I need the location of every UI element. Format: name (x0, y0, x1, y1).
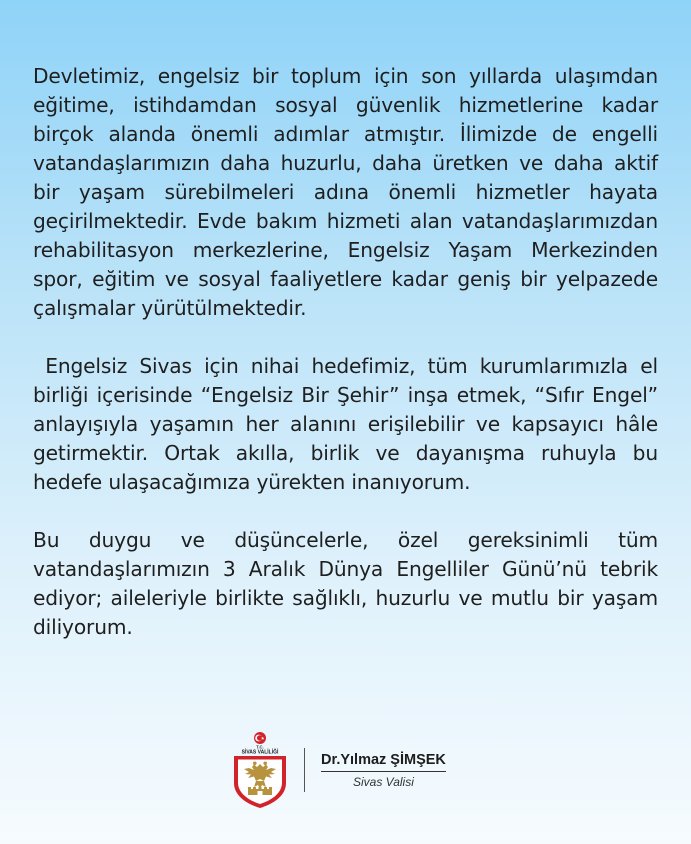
signature-text (321, 752, 446, 789)
paragraph-2: Engelsiz Sivas için nihai hedefimiz, tüm kurumlarımızla el birliği içerisinde “Engelsiz Bir Şehir” inşa etmek, “Sıfır Engel” anlayışıyla yaşamın her alanını erişilebilir ve kapsayıcı hâle getirmektir. Ortak akılla, birlik ve dayanışma ruhuyla bu hedefe ulaşacağımıza yürekten inanıyorum. (33, 354, 665, 494)
signer-title: Sivas Valisi (352, 774, 414, 789)
signature-divider (304, 748, 305, 792)
svg-text:SİVAS VALİLİĞİ: SİVAS VALİLİĞİ (241, 749, 279, 756)
svg-text:T.C.: T.C. (256, 744, 264, 750)
paragraph-1: Devletimiz, engelsiz bir toplum için son yıllarda ulaşımdan eğitime, istihdamdan sosyal güvenlik hizmetlerine kadar birçok alanda önemli adımlar atmıştır. İlimizde de engelli vatandaşlarımızın daha huzurlu, daha üretken ve daha aktif bir yaşam sürebilmeleri adına önemli hizmetler hayata geçirilmektedir. Evde bakım hizmeti alan vatandaşlarımızdan rehabilitasyon merkezlerine, Engelsiz Yaşam Merkezinden spor, eğitim ve sosyal faaliyetlere kadar geniş bir yelpazede çalışmalar yürütülmektedir. (33, 64, 658, 320)
sivas-valiligi-emblem-icon (230, 731, 290, 809)
signature-block (230, 730, 446, 810)
signer-name: Dr.Yılmaz ŞİMŞEK (321, 752, 446, 772)
paragraph-3: Bu duygu ve düşüncelerle, özel gereksinimli tüm vatandaşlarımızın 3 Aralık Dünya Engelliler Günü’nü tebrik ediyor; aileleriyle birlikte sağlıklı, huzurlu ve mutlu bir yaşam diliyorum. (33, 528, 658, 639)
letter-body (33, 62, 665, 642)
